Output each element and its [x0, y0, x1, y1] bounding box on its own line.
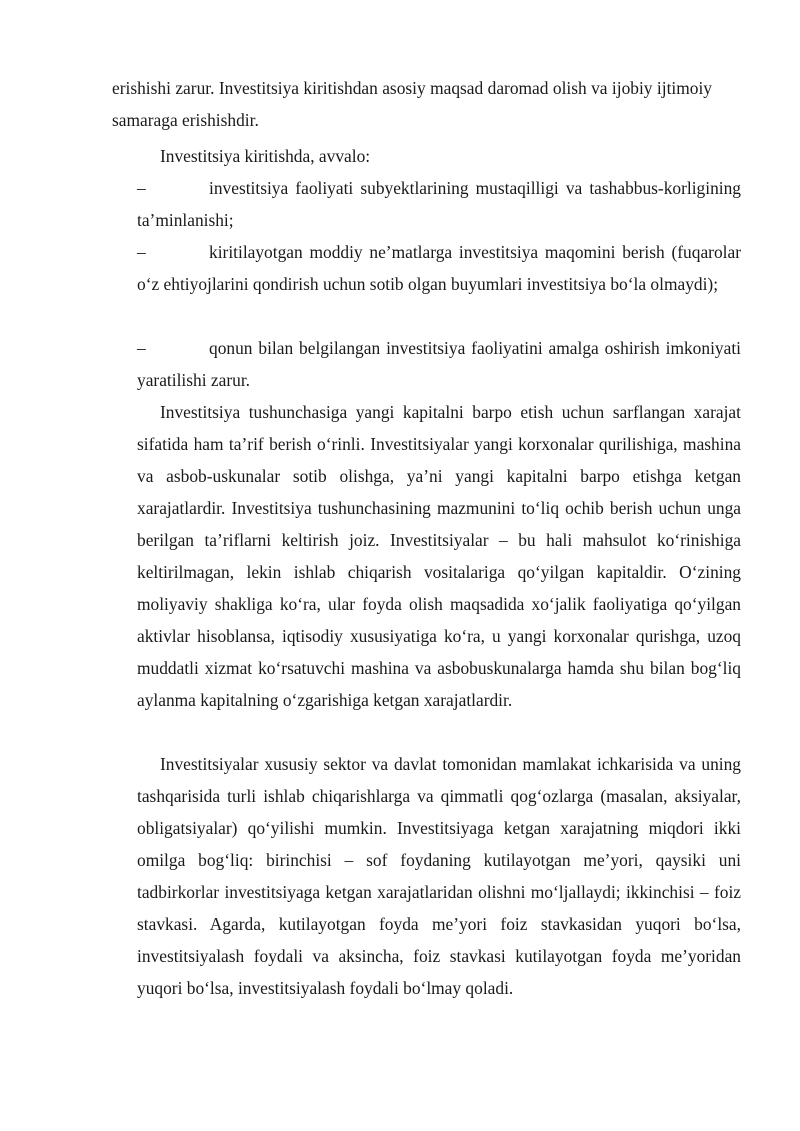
list-lead-in: Investitsiya kiritishda, avvalo:: [160, 146, 371, 166]
intro-paragraph: erishishi zarur. Investitsiya kiritishdan asosiy maqsad daromad olish va ijobiy ijtimoiy samaraga erishishdir.: [112, 78, 712, 130]
list-item: [137, 236, 741, 300]
list-item-text: kiritilayotgan moddiy ne’matlarga investitsiya maqomini berish (fuqarolar o‘z ehtiyojlarini qondirish uchun sotib olgan buyumlari investitsiya bo‘la olmaydi);: [137, 242, 741, 294]
list-item: [137, 172, 741, 236]
dash-bullet: –: [137, 242, 146, 262]
dash-bullet: –: [137, 178, 146, 198]
dash-bullet: –: [137, 338, 146, 358]
body-paragraph: Investitsiya tushunchasiga yangi kapitalni barpo etish uchun sarflangan xarajat sifatida ham ta’rif berish o‘rinli. Investitsiyalar yangi korxonalar qurilishiga, mashina va asbob-uskunalar sotib olishga, ya’ni yangi kapitalni barpo etishga ketgan xarajatlardir. Investitsiya tushunchasining mazmunini to‘liq ochib berish uchun unga berilgan ta’riflarni keltirish joiz. Investitsiyalar – bu hali mahsulot ko‘rinishiga keltirilmagan, lekin ishlab chiqarish vositalariga qo‘yilgan kapitaldir. O‘zining moliyaviy shakliga ko‘ra, ular foyda olish maqsadida xo‘jalik faoliyatiga qo‘yilgan aktivlar hisoblansa, iqtisodiy xususiyatiga ko‘ra, u yangi korxonalar qurishga, uzoq muddatli xizmat ko‘rsatuvchi mashina va asbobuskunalarga hamda shu bilan bog‘liq aylanma kapitalning o‘zgarishiga ketgan xarajatlardir.: [137, 402, 741, 710]
list-item: [137, 332, 741, 396]
list-item-text: investitsiya faoliyati subyektlarining mustaqilligi va tashabbus-korligining ta’minlanishi;: [137, 178, 741, 230]
body-paragraph: Investitsiyalar xususiy sektor va davlat tomonidan mamlakat ichkarisida va uning tashqarisida turli ishlab chiqarishlarga va qimmatli qog‘ozlarga (masalan, aksiyalar, obligatsiyalar) qo‘yilishi mumkin. Investitsiyaga ketgan xarajatning miqdori ikki omilga bog‘liq: birinchisi – sof foydaning kutilayotgan me’yori, qaysiki uni tadbirkorlar investitsiyaga ketgan xarajatlaridan olishni mo‘ljallaydi; ikkinchisi – foiz stavkasi. Agarda, kutilayotgan foyda me’yori foiz stavkasidan yuqori bo‘lsa, investitsiyalash foydali va aksincha, foiz stavkasi kutilayotgan foyda me’yoridan yuqori bo‘lsa, investitsiyalash foydali bo‘lmay qoladi.: [137, 754, 741, 998]
list-item-text: qonun bilan belgilangan investitsiya faoliyatini amalga oshirish imkoniyati yaratilishi zarur.: [137, 338, 741, 390]
